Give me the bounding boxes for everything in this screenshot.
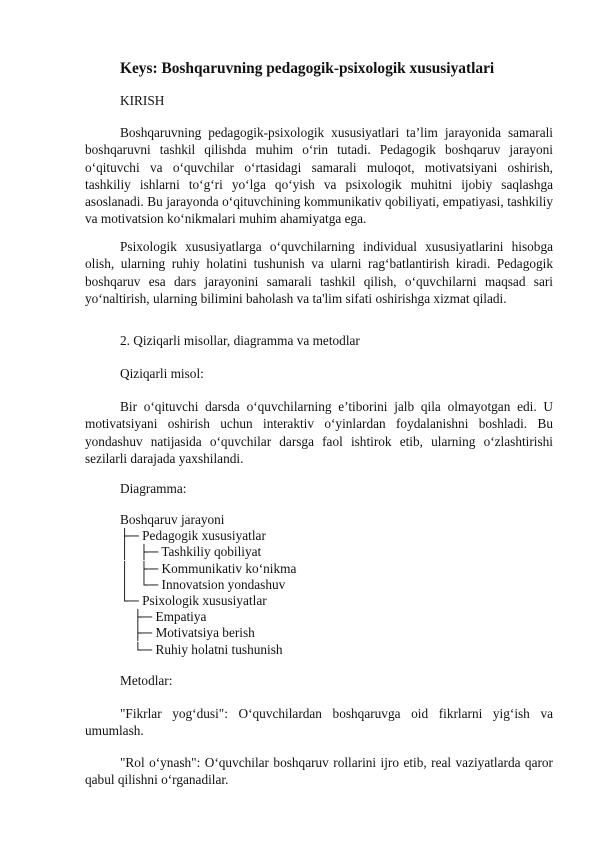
- paragraph-method-2: "Rol o‘ynash": O‘quvchilar boshqaruv rollarini ijro etib, real vaziyatlarda qaror qabul qilishni o‘rganadilar.: [85, 755, 553, 788]
- example-label: Qiziqarli misol:: [120, 366, 204, 381]
- intro-heading: KIRISH: [120, 93, 165, 108]
- tree-leaf: │ ├─ Kommunikativ ko‘nikma: [120, 560, 297, 576]
- tree-leaf: ├─ Motivatsiya berish: [120, 625, 255, 641]
- paragraph-method-1: "Fikrlar yog‘dusi": O‘quvchilardan boshqaruvga oid fikrlarni yig‘ish va umumlash.: [85, 706, 553, 739]
- page-title: Keys: Boshqaruvning pedagogik-psixologik xususiyatlari: [120, 60, 495, 77]
- methods-label: Metodlar:: [120, 673, 173, 688]
- tree-leaf: └─ Ruhiy holatni tushunish: [120, 641, 283, 657]
- diagram-tree: [120, 512, 296, 658]
- tree-leaf: ├─ Empatiya: [120, 609, 207, 625]
- tree-leaf: │ ├─ Tashkiliy qobiliyat: [120, 544, 262, 560]
- diagram-label: Diagramma:: [120, 481, 187, 496]
- tree-branch-psixologik: └─ Psixologik xususiyatlar: [120, 592, 267, 608]
- section-heading: 2. Qiziqarli misollar, diagramma va metodlar: [120, 333, 360, 348]
- paragraph-intro-2: Psixologik xususiyatlarga o‘quvchilarning individual xususiyatlarini hisobga olish, ularning ruhiy holatini tushunish va ularni rag‘batlantirish kiradi. Pedagogik boshqaruv esa dars jarayonini samarali tashkil qilish, o‘quvchilarni maqsad sari yo‘naltirish, ularning bilimini baholash va ta'lim sifati oshirishga xizmat qiladi.: [85, 239, 553, 306]
- tree-root: Boshqaruv jarayoni: [120, 512, 225, 527]
- paragraph-intro-1: Boshqaruvning pedagogik-psixologik xususiyatlari ta’lim jarayonida samarali boshqaruvni tashkil qilishda muhim o‘rin tutadi. Pedagogik boshqaruv jarayoni o‘qituvchi va o‘quvchilar o‘rtasidagi samarali muloqot, motivatsiyani oshirish, tashkiliy ishlarni to‘g‘ri yo‘lga qo‘yish va psixologik muhitni ijobiy saqlashga asoslanadi. Bu jarayonda o‘qituvchining kommunikativ qobiliyati, empatiyasi, tashkiliy va motivatsion ko‘nikmalari muhim ahamiyatga ega.: [85, 125, 553, 227]
- paragraph-example: Bir o‘qituvchi darsda o‘quvchilarning e’tiborini jalb qila olmayotgan edi. U motivatsiyani oshirish uchun interaktiv o‘yinlardan foydalanishni boshladi. Bu yondashuv natijasida o‘quvchilar darsga faol ishtirok etib, ularning o‘zlashtirishi sezilarli darajada yaxshilandi.: [85, 399, 553, 466]
- tree-leaf: │ └─ Innovatsion yondashuv: [120, 576, 286, 592]
- tree-branch-pedagogik: ├─ Pedagogik xususiyatlar: [120, 528, 266, 544]
